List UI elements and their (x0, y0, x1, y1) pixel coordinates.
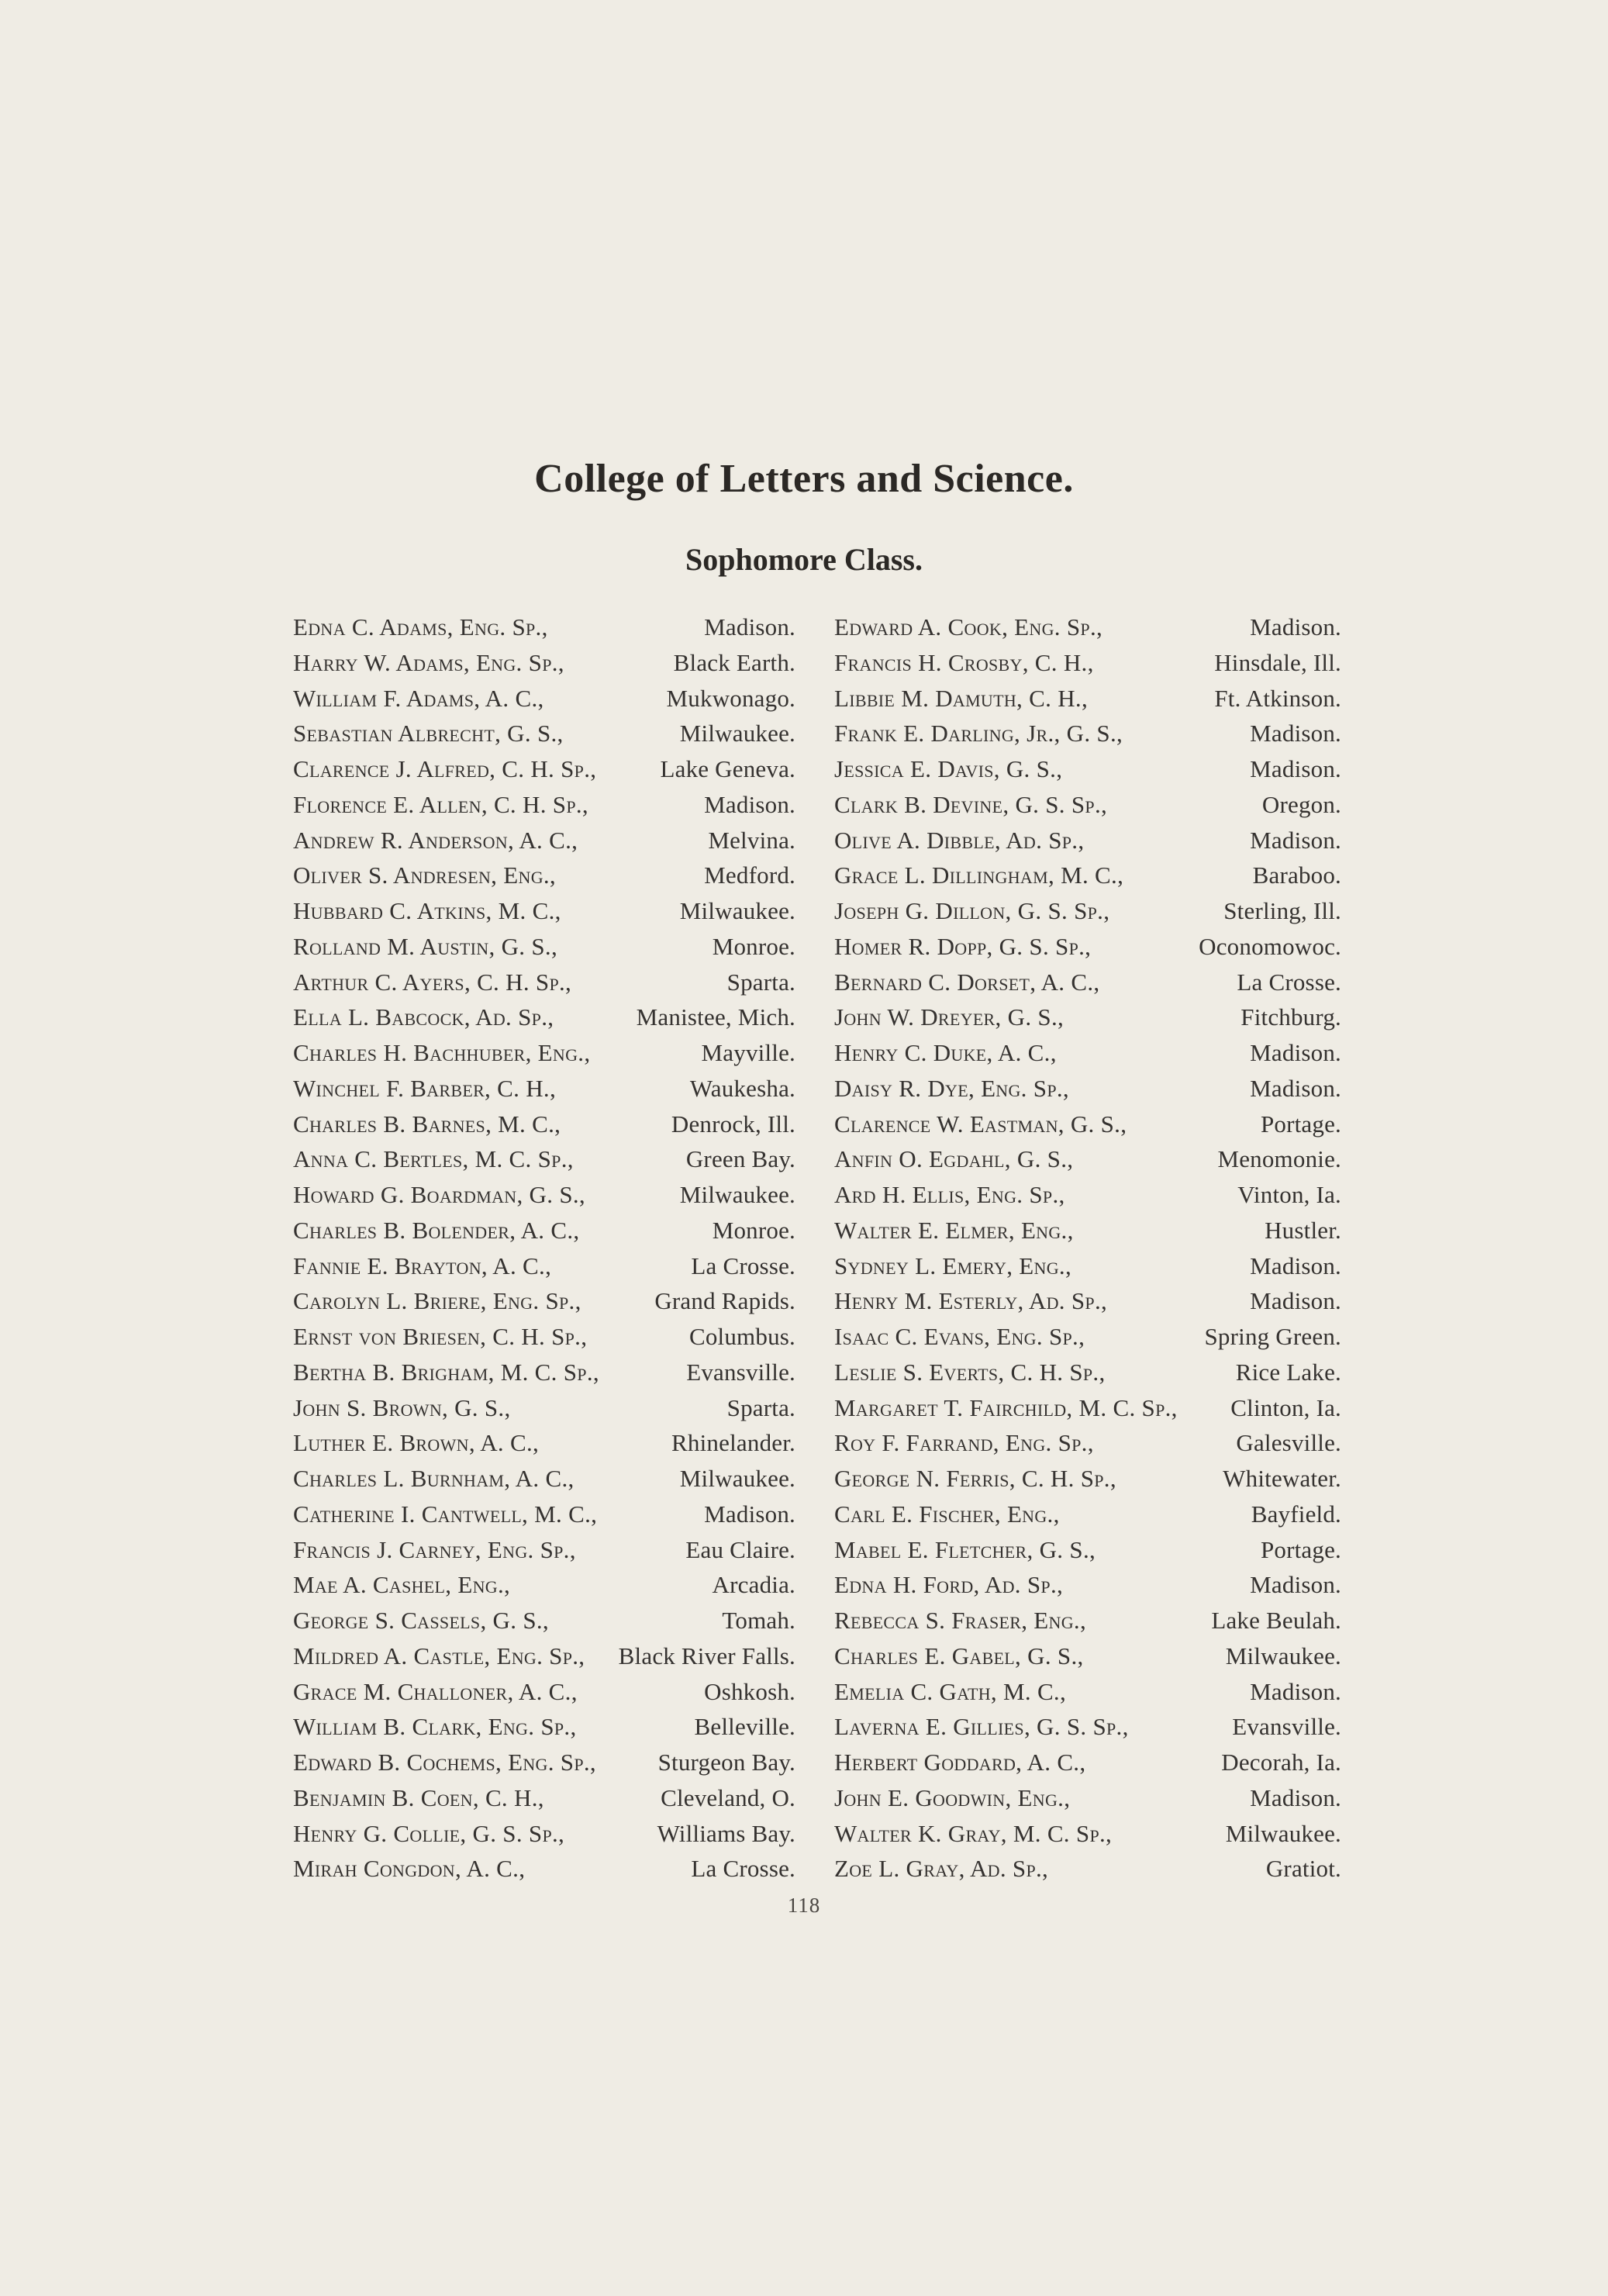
hometown: Baraboo. (1252, 861, 1341, 889)
hometown: Columbus. (688, 1323, 795, 1350)
student-name: Isaac C. Evans, Eng. Sp., (834, 1323, 1085, 1350)
list-item (293, 893, 795, 929)
hometown: Milwaukee. (1225, 1642, 1341, 1669)
list-item (293, 1780, 795, 1816)
list-item (293, 1141, 795, 1177)
hometown: Lake Beulah. (1211, 1607, 1341, 1634)
list-item (293, 1213, 795, 1248)
hometown: Sturgeon Bay. (657, 1749, 795, 1776)
list-item (293, 1674, 795, 1710)
list-item (293, 1425, 795, 1461)
hometown: Denrock, Ill. (671, 1110, 795, 1138)
student-name: Rolland M. Austin, G. S., (293, 932, 557, 960)
student-name: Florence E. Allen, C. H. Sp., (293, 790, 588, 818)
hometown: Arcadia. (712, 1571, 795, 1599)
student-name: Benjamin B. Coen, C. H., (293, 1783, 544, 1811)
student-name: Emelia C. Gath, M. C., (834, 1677, 1067, 1705)
list-item (834, 1107, 1341, 1142)
hometown: Ft. Atkinson. (1214, 684, 1341, 712)
hometown: Tomah. (722, 1607, 795, 1634)
hometown: Milwaukee. (679, 720, 795, 747)
student-name: Homer R. Dopp, G. S. Sp., (834, 932, 1092, 960)
hometown: Medford. (704, 861, 795, 889)
hometown: Madison. (1250, 1039, 1341, 1066)
list-item (293, 1638, 795, 1674)
student-name: Sydney L. Emery, Eng., (834, 1252, 1072, 1279)
hometown: Green Bay. (685, 1145, 795, 1173)
student-name: Daisy R. Dye, Eng. Sp., (834, 1074, 1069, 1102)
hometown: Melvina. (708, 826, 795, 854)
list-item (293, 965, 795, 1000)
hometown: Milwaukee. (679, 1181, 795, 1208)
student-name: Edna H. Ford, Ad. Sp., (834, 1571, 1064, 1599)
student-name: Jessica E. Davis, G. S., (834, 755, 1063, 782)
student-name: Mirah Congdon, A. C., (293, 1855, 526, 1883)
hometown: Evansville. (686, 1358, 795, 1386)
hometown: Mayville. (701, 1039, 795, 1066)
list-item (834, 645, 1341, 681)
list-item (293, 1390, 795, 1426)
hometown: Spring Green. (1204, 1323, 1341, 1350)
list-item (293, 1816, 795, 1852)
hometown: Waukesha. (689, 1074, 795, 1102)
hometown: Williams Bay. (657, 1819, 795, 1847)
list-item (834, 1248, 1341, 1284)
list-item (834, 1000, 1341, 1035)
student-name: Leslie S. Everts, C. H. Sp., (834, 1358, 1106, 1386)
hometown: Menomonie. (1217, 1145, 1341, 1173)
hometown: Manistee, Mich. (636, 1003, 795, 1031)
list-item (834, 1780, 1341, 1816)
student-name: Henry C. Duke, A. C., (834, 1039, 1057, 1066)
list-item (834, 1319, 1341, 1355)
hometown: Oshkosh. (704, 1677, 795, 1705)
list-item (293, 1709, 795, 1745)
list-item (293, 751, 795, 787)
student-name: Hubbard C. Atkins, M. C., (293, 897, 561, 924)
hometown: Clinton, Ia. (1230, 1393, 1341, 1421)
hometown: Gratiot. (1265, 1855, 1341, 1883)
student-name: Edward B. Cochems, Eng. Sp., (293, 1749, 596, 1776)
list-item (293, 645, 795, 681)
hometown: Madison. (1250, 826, 1341, 854)
student-name: Oliver S. Andresen, Eng., (293, 861, 556, 889)
list-item (834, 1461, 1341, 1497)
right-column (834, 609, 1341, 1887)
student-name: Sebastian Albrecht, G. S., (293, 720, 564, 747)
student-name: Charles B. Bolender, A. C., (293, 1216, 580, 1244)
student-name: Catherine I. Cantwell, M. C., (293, 1500, 598, 1528)
hometown: Madison. (1250, 1287, 1341, 1315)
student-name: Ella L. Babcock, Ad. Sp., (293, 1003, 554, 1031)
list-item (834, 681, 1341, 716)
list-item (834, 858, 1341, 893)
hometown: Evansville. (1232, 1713, 1341, 1741)
list-item (834, 1177, 1341, 1213)
list-item (293, 1461, 795, 1497)
hometown: Sterling, Ill. (1223, 897, 1341, 924)
list-item (293, 609, 795, 645)
student-name: Roy F. Farrand, Eng. Sp., (834, 1429, 1094, 1457)
hometown: Black Earth. (673, 648, 795, 676)
student-name: Fannie E. Brayton, A. C., (293, 1252, 552, 1279)
student-name: Mae A. Cashel, Eng., (293, 1571, 511, 1599)
list-item (293, 1851, 795, 1887)
hometown: Madison. (1250, 613, 1341, 640)
student-name: Francis H. Crosby, C. H., (834, 648, 1094, 676)
list-item (293, 1107, 795, 1142)
student-name: Bernard C. Dorset, A. C., (834, 968, 1100, 996)
list-item (293, 1745, 795, 1780)
hometown: La Crosse. (691, 1855, 795, 1883)
student-name: John W. Dreyer, G. S., (834, 1003, 1065, 1031)
list-item (834, 1816, 1341, 1852)
student-name: Luther E. Brown, A. C., (293, 1429, 540, 1457)
list-item (834, 751, 1341, 787)
left-column (293, 609, 795, 1887)
student-name: William F. Adams, A. C., (293, 684, 544, 712)
student-name: Edna C. Adams, Eng. Sp., (293, 613, 548, 640)
hometown: Hustler. (1265, 1216, 1341, 1244)
hometown: Milwaukee. (1225, 1819, 1341, 1847)
list-item (293, 1355, 795, 1390)
list-item (293, 929, 795, 965)
list-item (293, 716, 795, 751)
list-item (834, 1425, 1341, 1461)
list-item (293, 1071, 795, 1107)
list-item (834, 1603, 1341, 1638)
hometown: Vinton, Ia. (1237, 1181, 1341, 1208)
student-name: Edward A. Cook, Eng. Sp., (834, 613, 1103, 640)
student-name: Carolyn L. Briere, Eng. Sp., (293, 1287, 581, 1315)
student-name: Walter K. Gray, M. C. Sp., (834, 1819, 1113, 1847)
hometown: Monroe. (712, 932, 795, 960)
student-name: Olive A. Dibble, Ad. Sp., (834, 826, 1085, 854)
list-item (834, 1213, 1341, 1248)
student-name: Libbie M. Damuth, C. H., (834, 684, 1089, 712)
list-item (834, 929, 1341, 965)
student-name: Bertha B. Brigham, M. C. Sp., (293, 1358, 599, 1386)
hometown: Oregon. (1261, 790, 1341, 818)
hometown: Monroe. (712, 1216, 795, 1244)
hometown: Bayfield. (1251, 1500, 1341, 1528)
list-item (834, 787, 1341, 823)
student-name: Harry W. Adams, Eng. Sp., (293, 648, 564, 676)
student-name: Howard G. Boardman, G. S., (293, 1181, 585, 1208)
student-name: Carl E. Fischer, Eng., (834, 1500, 1060, 1528)
hometown: Decorah, Ia. (1221, 1749, 1341, 1776)
student-name: Charles E. Gabel, G. S., (834, 1642, 1084, 1669)
hometown: Black River Falls. (618, 1642, 795, 1669)
hometown: Portage. (1260, 1535, 1341, 1563)
hometown: Rhinelander. (671, 1429, 795, 1457)
student-name: Grace M. Challoner, A. C., (293, 1677, 578, 1705)
list-item (834, 1567, 1341, 1603)
hometown: Eau Claire. (685, 1535, 795, 1563)
student-name: Mildred A. Castle, Eng. Sp., (293, 1642, 585, 1669)
list-item (834, 1638, 1341, 1674)
list-item (293, 1497, 795, 1532)
student-name: Ernst von Briesen, C. H. Sp., (293, 1323, 588, 1350)
student-name: Rebecca S. Fraser, Eng., (834, 1607, 1087, 1634)
student-name: Henry M. Esterly, Ad. Sp., (834, 1287, 1108, 1315)
student-name: George S. Cassels, G. S., (293, 1607, 549, 1634)
list-item (293, 1567, 795, 1603)
page-title: College of Letters and Science. (534, 457, 1074, 501)
hometown: Madison. (704, 613, 795, 640)
list-item (293, 858, 795, 893)
hometown: Madison. (1250, 755, 1341, 782)
list-item (293, 823, 795, 858)
student-name: Mabel E. Fletcher, G. S., (834, 1535, 1096, 1563)
hometown: Madison. (1250, 1252, 1341, 1279)
hometown: Fitchburg. (1241, 1003, 1341, 1031)
hometown: Sparta. (726, 1393, 795, 1421)
hometown: Oconomowoc. (1199, 932, 1341, 960)
student-name: John S. Brown, G. S., (293, 1393, 511, 1421)
hometown: Madison. (1250, 720, 1341, 747)
hometown: Whitewater. (1223, 1465, 1341, 1492)
hometown: Lake Geneva. (660, 755, 795, 782)
hometown: Cleveland, O. (661, 1783, 795, 1811)
list-item (834, 716, 1341, 751)
list-item (834, 1071, 1341, 1107)
hometown: Belleville. (694, 1713, 795, 1741)
hometown: Madison. (704, 1500, 795, 1528)
list-item (834, 1390, 1341, 1426)
list-item (293, 681, 795, 716)
student-name: Ard H. Ellis, Eng. Sp., (834, 1181, 1065, 1208)
list-item (293, 1603, 795, 1638)
hometown: Madison. (704, 790, 795, 818)
student-name: George N. Ferris, C. H. Sp., (834, 1465, 1116, 1492)
list-item (293, 1248, 795, 1284)
hometown: La Crosse. (1237, 968, 1341, 996)
student-name: John E. Goodwin, Eng., (834, 1783, 1071, 1811)
section-subtitle: Sophomore Class. (685, 542, 923, 577)
list-item (834, 609, 1341, 645)
student-name: Herbert Goddard, A. C., (834, 1749, 1086, 1776)
list-item (834, 893, 1341, 929)
student-name: Clarence J. Alfred, C. H. Sp., (293, 755, 597, 782)
list-item (834, 1141, 1341, 1177)
student-name: William B. Clark, Eng. Sp., (293, 1713, 577, 1741)
hometown: Milwaukee. (679, 1465, 795, 1492)
student-name: Arthur C. Ayers, C. H. Sp., (293, 968, 572, 996)
list-item (293, 1177, 795, 1213)
student-name: Clark B. Devine, G. S. Sp., (834, 790, 1108, 818)
student-name: Laverna E. Gillies, G. S. Sp., (834, 1713, 1129, 1741)
list-item (293, 1000, 795, 1035)
list-item (293, 1035, 795, 1071)
student-name: Margaret T. Fairchild, M. C. Sp., (834, 1393, 1178, 1421)
student-name: Anna C. Bertles, M. C. Sp., (293, 1145, 574, 1173)
list-item (293, 1283, 795, 1319)
student-name: Walter E. Elmer, Eng., (834, 1216, 1074, 1244)
student-name: Joseph G. Dillon, G. S. Sp., (834, 897, 1110, 924)
list-item (834, 1532, 1341, 1568)
student-name: Grace L. Dillingham, M. C., (834, 861, 1124, 889)
list-item (834, 1497, 1341, 1532)
hometown: La Crosse. (691, 1252, 795, 1279)
student-name: Clarence W. Eastman, G. S., (834, 1110, 1127, 1138)
hometown: Madison. (1250, 1074, 1341, 1102)
list-item (834, 823, 1341, 858)
student-name: Francis J. Carney, Eng. Sp., (293, 1535, 576, 1563)
hometown: Madison. (1250, 1571, 1341, 1599)
student-name: Charles H. Bachhuber, Eng., (293, 1039, 591, 1066)
student-name: Frank E. Darling, Jr., G. S., (834, 720, 1123, 747)
student-name: Winchel F. Barber, C. H., (293, 1074, 557, 1102)
student-name: Zoe L. Gray, Ad. Sp., (834, 1855, 1049, 1883)
list-item (293, 1319, 795, 1355)
student-name: Charles L. Burnham, A. C., (293, 1465, 575, 1492)
hometown: Madison. (1250, 1783, 1341, 1811)
list-item (834, 1283, 1341, 1319)
hometown: Mukwonago. (666, 684, 795, 712)
list-item (293, 787, 795, 823)
hometown: Madison. (1250, 1677, 1341, 1705)
list-item (834, 1851, 1341, 1887)
hometown: Galesville. (1236, 1429, 1341, 1457)
hometown: Grand Rapids. (654, 1287, 795, 1315)
student-name: Anfin O. Egdahl, G. S., (834, 1145, 1074, 1173)
list-item (293, 1532, 795, 1568)
list-item (834, 1745, 1341, 1780)
student-name: Henry G. Collie, G. S. Sp., (293, 1819, 565, 1847)
list-item (834, 1035, 1341, 1071)
hometown: Sparta. (726, 968, 795, 996)
student-name: Charles B. Barnes, M. C., (293, 1110, 561, 1138)
hometown: Rice Lake. (1235, 1358, 1341, 1386)
hometown: Milwaukee. (679, 897, 795, 924)
list-item (834, 965, 1341, 1000)
hometown: Portage. (1260, 1110, 1341, 1138)
list-item (834, 1674, 1341, 1710)
list-item (834, 1709, 1341, 1745)
page-number: 118 (787, 1894, 821, 1917)
student-name: Andrew R. Anderson, A. C., (293, 826, 578, 854)
hometown: Hinsdale, Ill. (1214, 648, 1341, 676)
list-item (834, 1355, 1341, 1390)
